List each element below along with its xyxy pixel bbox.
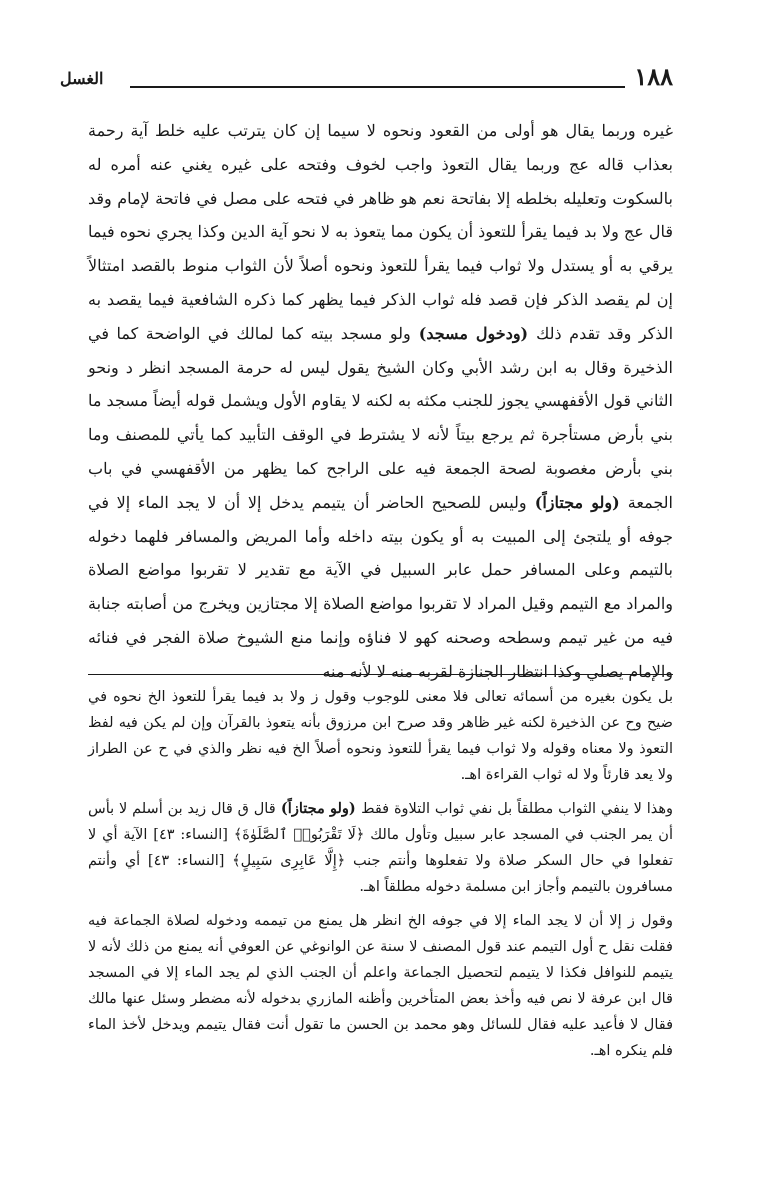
running-title: الغسل: [60, 69, 104, 88]
header-rule: [130, 86, 625, 88]
footnote-1-text: بل يكون بغيره من أسمائه تعالى فلا معنى للوجوب وقول ز ولا بد فيما يقرأ للتعوذ الخ نحوه في ضيح وح عن الذخيرة لكنه غير ظاهر وقد صرح ابن مرزوق بأنه يتعوذ بالقرآن وإن لم يكن فيه لفظ التعوذ ولا معناه وقوله ولا ثواب فيما يقرأ للتعوذ ونحوه أصلاً الخ فيه نظر والذي في ح عن الطراز ولا يعد قارئاً ولا له ثواب القراءة اهـ.: [88, 689, 673, 783]
footnote-2-text: وهذا لا ينفي الثواب مطلقاً بل نفي ثواب التلاوة فقط: [361, 801, 673, 817]
footnote-3: [88, 908, 673, 1064]
footnotes: [88, 684, 673, 1072]
footnote-1: [88, 684, 673, 788]
main-text-part-1: غيره وربما يقال هو أولى من القعود ونحوه لا سيما إن كان يترتب عليه خلط آية رحمة بعذاب قاله عج وربما يقال التعوذ واجب لخوف وفتحه على غيره يغني عنه أمره له بالسكوت وتعليله بخلطه إلا بفاتحة نعم هو ظاهر في فتحه على مصل في فاتحة لإمام وقد قال عج ولا بد فيما يقرأ للتعوذ أن يكون مما يتعوذ به لا نحو آية الدين وكذا يجري نحوه فيما يرقي به أو يستدل ولا ثواب فيما يقرأ للتعوذ ونحوه أصلاً لأن الثواب منوط بالقصد امتثالاً إن لم يقصد الذكر فإن قصد فله ثواب الذكر فيما يظهر كما ذكره الشافعية فيما يقصد به الذكر وقد تقدم ذلك: [88, 121, 674, 343]
main-text-part-2: ولو مسجد بيته كما لمالك في الواضحة كما في الذخيرة وقال به ابن رشد الأبي وكان الشيخ يقول ليس له حرمة المسجد انظر د ونحو الثاني قول الأقفهسي يجوز للجنب مكثه به لكنه لا يقاوم الأول ويشمل قوله أيضاً مسجد ما بني بأرض مستأجرة ثم يرجع بيتاً لأنه لا يشترط في الوقف التأبيد كما يأتي للمصنف وما بني بأرض مغصوبة لصحة الجمعة فيه على الراجح كما يظهر من الأقفهسي في باب الجمعة: [88, 323, 673, 512]
matn-quote-2: (ولو مجتازاً): [526, 492, 628, 512]
main-text-part-3: وليس للصحيح الحاضر أن يتيمم يدخل إلا أن لا يجد الماء إلا في جوفه أو يلتجئ إلى المبيت به أو يكون بيته داخله وأما المريض والمسافر فلهما دخوله بالتيمم وعلى المسافر حمل عابر السبيل في الآية مع تقدير لا تقربوا مواضع الصلاة والمراد مع التيمم وقيل المراد لا تقربوا مواضع الصلاة إلا مجتازين ويخرج من أصابته جنابة فيه من غير تيمم وسطحه وصحنه كهو لا فناؤه وإنما منع الشيوخ صلاة الفجر في فنائه والإمام يصلي وكذا انتظار الجنازة لقربه منه لا لأنه منه: [88, 492, 674, 681]
footnote-3-text: وقول ز إلا أن لا يجد الماء إلا في جوفه الخ انظر هل يمنع من تيممه ودخوله لصلاة الجماعة فيه فقلت نقل ح أول التيمم عند قول المصنف لا سنة عن الوانوغي عن العوفي أنه يمنع من ذلك لأنه لا يتيمم للنوافل فكذا لا يتيمم لتحصيل الجماعة واعلم أن الجنب الذي لم يجد الماء إلا في المسجد قال ابن عرفة لا نص فيه وأخذ بعض المتأخرين وأظنه المازري بدخوله لأنه مضطر وسئل عنها مالك فقال لا فأعيد عليه فقال للسائل وهو محمد بن الحسن ما تقول أنت فقال يتيمم ويدخل لأخذ الماء فلم ينكره اهـ.: [88, 913, 673, 1059]
main-paragraph: [88, 114, 673, 689]
footnote-2-quote: (ولو مجتازاً): [275, 800, 362, 817]
matn-quote-1: (ودخول مسجد): [410, 323, 537, 343]
footnote-separator: [88, 674, 673, 675]
main-body-text: [88, 114, 673, 689]
page-number: ١٨٨: [634, 62, 673, 91]
footnote-2: [88, 796, 673, 900]
footnote-2-text-cont: قال ق قال زيد بن أسلم لا بأس أن يمر الجنب في المسجد عابر سبيل وتأول مالك ﴿لَا تَقْرَبُوا۟ ٱلصَّلَوٰةَ﴾ [النساء: ٤٣] الآية أي لا تفعلوا في حال السكر صلاة ولا تفعلوها وأنتم جنب ﴿إِلَّا عَابِرِى سَبِيلٍ﴾ [النساء: ٤٣] أي وأنتم مسافرون بالتيمم وأجاز ابن مسلمة دخوله مطلقاً اهـ.: [88, 801, 673, 895]
page-header: [60, 62, 673, 98]
